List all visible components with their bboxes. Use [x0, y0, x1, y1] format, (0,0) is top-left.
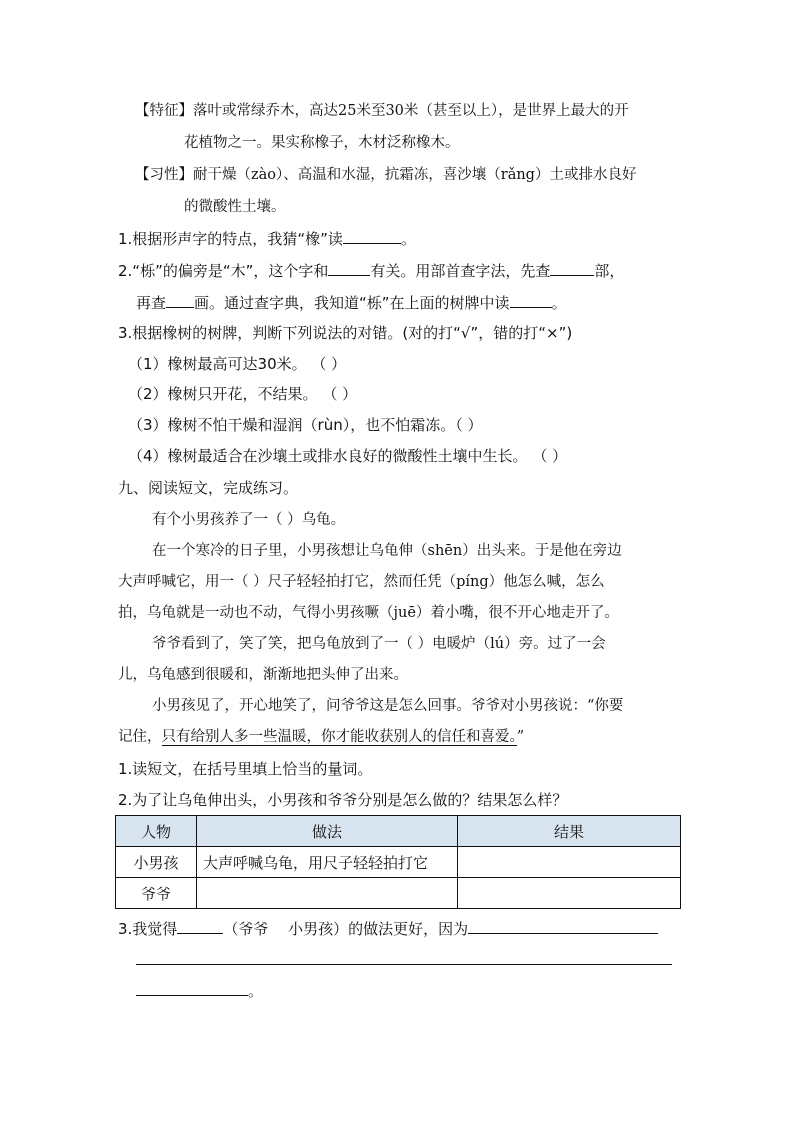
question-1: 1.根据形声字的特点，我猜“橡”读 。 — [118, 230, 416, 248]
cell-person: 爷爷 — [116, 878, 197, 909]
habit-text-2: 的微酸性土壤。 — [184, 199, 286, 215]
reading-question-1: 1.读短文，在括号里填上恰当的量词。 — [118, 760, 373, 778]
judge-item-3[interactable]: （3）橡树不怕干燥和湿润（rùn），也不怕霜冻。（ ） — [128, 416, 483, 434]
passage-para-2-line-3: 拍，乌龟就是一动也不动，气得小男孩噘（juē）着小嘴，很不开心地走开了。 — [118, 605, 619, 621]
answer-blank-choice[interactable] — [177, 918, 223, 934]
section-9-heading: 九、阅读短文，完成练习。 — [118, 479, 299, 497]
feature-text-1: 落叶或常绿乔木，高达25米至30米（甚至以上），是世界上最大的开 — [193, 103, 629, 119]
judge-item-1[interactable]: （1）橡树最高可达30米。 （ ） — [128, 355, 347, 373]
cell-method: 大声呼喊乌龟，用尺子轻轻拍打它 — [197, 847, 458, 878]
reading-question-2: 2.为了让乌龟伸出头，小男孩和爷爷分别是怎么做的？结果怎么样？ — [118, 791, 568, 809]
question-2-line-2: 再查 画。通过查字典，我知道“栎”在上面的树牌中读 。 — [136, 294, 567, 312]
question-3-stem: 3.根据橡树的树牌，判断下列说法的对错。(对的打“√”，错的打“×”) — [118, 324, 573, 342]
feature-text-2: 花植物之一。果实称橡子，木材泛称橡木。 — [184, 135, 460, 151]
header-person: 人物 — [116, 816, 197, 847]
passage-para-3-line-1: 爷爷看到了，笑了笑，把乌龟放到了一（ ）电暖炉（lú）旁。过了一会 — [152, 636, 606, 652]
cell-person: 小男孩 — [116, 847, 197, 878]
judge-item-4[interactable]: （4）橡树最适合在沙壤土或排水良好的微酸性土壤中生长。 （ ） — [128, 447, 568, 465]
answer-blank-strokes[interactable] — [166, 292, 194, 308]
answer-blank-reading[interactable] — [510, 292, 552, 308]
answer-blank-reason-end[interactable] — [136, 980, 248, 996]
answer-table — [115, 815, 681, 909]
passage-para-2-line-2: 大声呼喊它，用一（ ）尺子轻轻拍打它，然而任凭（píng）他怎么喊，怎么 — [118, 574, 605, 590]
header-result: 结果 — [458, 816, 681, 847]
answer-blank-pronunciation[interactable] — [343, 228, 401, 244]
question-2-line-1: 2.“栎”的偏旁是“木”，这个字和 有关。用部首查字法，先查 部， — [118, 262, 625, 280]
cell-result-input[interactable] — [458, 878, 681, 909]
table-header-row — [116, 816, 681, 847]
feature-line-1 — [135, 101, 629, 121]
reading-question-3: 3.我觉得 （爷爷 小男孩）的做法更好，因为 — [118, 918, 658, 939]
underlined-sentence: 只有给别人多一些温暖，你才能收获别人的信任和喜爱。 — [161, 729, 517, 745]
answer-line-end: 。 — [136, 980, 263, 1001]
passage-para-3-line-2: 儿，乌龟感到很暖和，渐渐地把头伸了出来。 — [118, 667, 408, 683]
header-method: 做法 — [197, 816, 458, 847]
judge-item-2[interactable]: （2）橡树只开花，不结果。 （ ） — [128, 385, 358, 403]
habit-text-1: 耐干燥（zào）、高温和水湿，抗霜冻，喜沙壤（rǎng）土或排水良好 — [193, 167, 637, 183]
passage-para-1: 有个小男孩养了一（ ）乌龟。 — [152, 512, 346, 528]
habit-line-1 — [135, 165, 636, 185]
answer-blank-related[interactable] — [328, 260, 370, 276]
answer-blank-radical[interactable] — [550, 260, 594, 276]
passage-para-2-line-1: 在一个寒冷的日子里，小男孩想让乌龟伸（shēn）出头来。于是他在旁边 — [152, 543, 622, 559]
table-row — [116, 847, 681, 878]
passage-para-4-line-1: 小男孩见了，开心地笑了，问爷爷这是怎么回事。爷爷对小男孩说：“你要 — [152, 698, 624, 714]
habit-tag: 【习性】 — [135, 167, 193, 183]
answer-line[interactable] — [136, 964, 672, 965]
answer-blank-reason[interactable] — [468, 918, 658, 934]
table-row — [116, 878, 681, 909]
cell-result-input[interactable] — [458, 847, 681, 878]
cell-method-input[interactable] — [197, 878, 458, 909]
feature-tag: 【特征】 — [135, 103, 193, 119]
passage-para-4-line-2: 记住，只有给别人多一些温暖，你才能收获别人的信任和喜爱。” — [118, 729, 525, 745]
